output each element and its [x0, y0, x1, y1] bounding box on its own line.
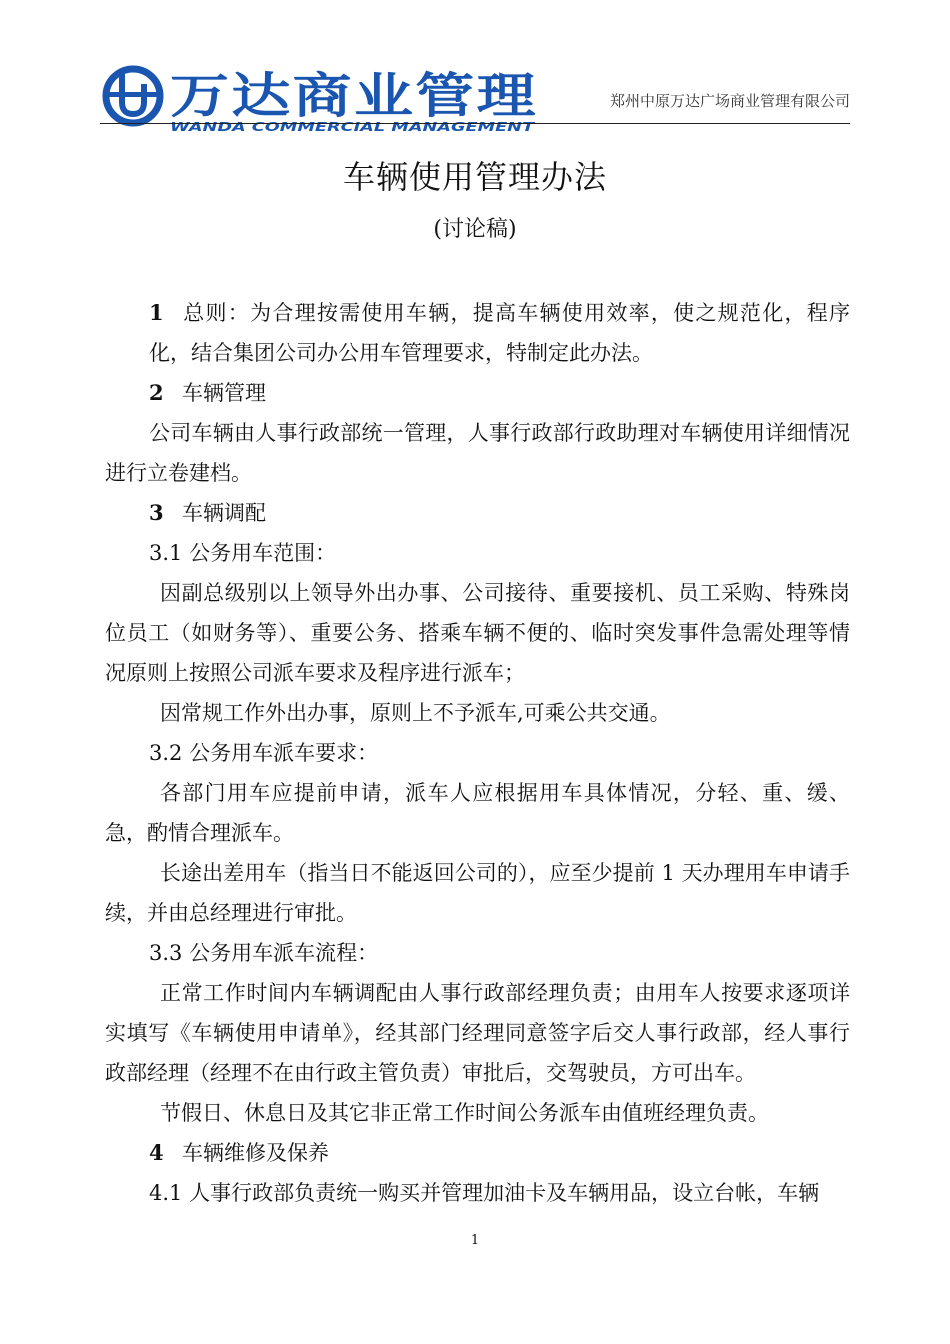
- section-number: 1: [149, 300, 164, 325]
- subsection-4-1: 4.1 人事行政部负责统一购买并管理加油卡及车辆用品，设立台帐，车辆: [149, 1181, 820, 1205]
- paragraph: 因副总级别以上领导外出办事、公司接待、重要接机、员工采购、特殊岗位员工（如财务等）、重要公务、搭乘车辆不便的、临时突发事件急需处理等情况原则上按照公司派车要求及程序进行派车；: [105, 581, 850, 685]
- section-4-heading: [105, 1133, 850, 1173]
- page-number: 1: [470, 1233, 480, 1248]
- paragraph: 长途出差用车（指当日不能返回公司的），应至少提前 1 天办理用车申请手续，并由总经理进行审批。: [105, 861, 850, 925]
- section-title: 车辆调配: [182, 501, 266, 525]
- company-name: 郑州中原万达广场商业管理有限公司: [609, 92, 850, 110]
- section-number: 3: [149, 500, 164, 525]
- header-divider: [100, 123, 850, 124]
- subsection-3-2-title: 3.2 公务用车派车要求：: [149, 741, 379, 765]
- section-2-body: 公司车辆由人事行政部统一管理，人事行政部行政助理对车辆使用详细情况进行立卷建档。: [105, 421, 850, 485]
- section-1: [105, 293, 850, 373]
- section-title: 车辆维修及保养: [182, 1141, 329, 1165]
- section-number: 2: [149, 380, 164, 405]
- paragraph: 因常规工作外出办事，原则上不予派车,可乘公共交通。: [160, 701, 671, 725]
- paragraph: 正常工作时间内车辆调配由人事行政部经理负责；由用车人按要求逐项详实填写《车辆使用申请单》，经其部门经理同意签字后交人事行政部，经人事行政部经理（经理不在由行政主管负责）审批后，交驾驶员，方可出车。: [105, 981, 850, 1085]
- logo-chinese-text: 万达商业管理: [170, 68, 538, 124]
- paragraph: 节假日、休息日及其它非正常工作时间公务派车由值班经理负责。: [160, 1101, 769, 1125]
- subsection-3-1-title: 3.1 公务用车范围：: [149, 541, 337, 565]
- logo-english-text: WANDA COMMERCIAL MANAGEMENT: [170, 120, 536, 134]
- section-3-heading: [105, 493, 850, 533]
- document-body: [105, 293, 850, 1213]
- document-title: 车辆使用管理办法: [342, 158, 607, 196]
- paragraph: 各部门用车应提前申请，派车人应根据用车具体情况，分轻、重、缓、急，酌情合理派车。: [105, 781, 850, 845]
- subsection-3-3-title: 3.3 公务用车派车流程：: [149, 941, 379, 965]
- section-number: 4: [149, 1140, 164, 1165]
- section-text: 总则：为合理按需使用车辆，提高车辆使用效率，使之规范化，程序化，结合集团公司办公用车管理要求，特制定此办法。: [149, 301, 850, 365]
- document-subtitle: (讨论稿): [433, 217, 517, 242]
- section-title: 车辆管理: [182, 381, 266, 405]
- section-2-heading: [105, 373, 850, 413]
